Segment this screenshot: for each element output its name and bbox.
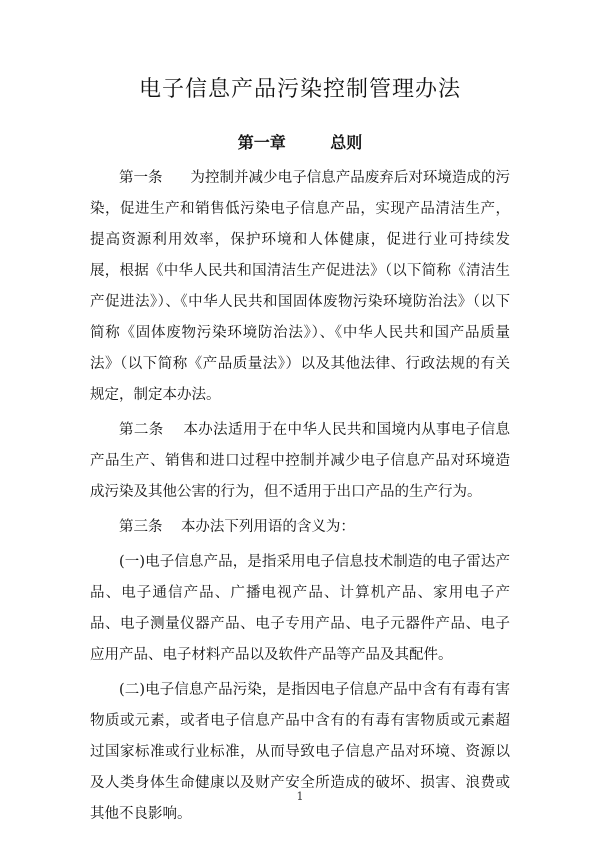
article-3-text: 本办法下列用语的含义为：: [180, 519, 355, 535]
document-title: 电子信息产品污染控制管理办法: [138, 77, 461, 102]
article-3-item-2-text: (二)电子信息产品污染，是指因电子信息产品中含有有毒有害物质或元素，或者电子信息产品中含有的有毒有害物质或元素超过国家标准或行业标准，从而导致电子信息产品对环境、资源以及人类身体生命健康以及财产安全所造成的破坏、损害、浪费或其他不良影响。: [90, 682, 510, 822]
article-2-text: 本办法适用于在中华人民共和国境内从事电子信息产品生产、销售和进口过程中控制并减少电子信息产品对环境造成污染及其他公害的行为，但不适用于出口产品的生产行为。: [90, 422, 510, 500]
article-1-label: 第一条: [119, 170, 191, 186]
article-2-label: 第二条: [119, 422, 184, 438]
article-3-label: 第三条: [119, 519, 181, 535]
document-body: [90, 163, 510, 834]
article-1-text: 为控制并减少电子信息产品废弃后对环境造成的污染，促进生产和销售低污染电子信息产品，实现产品清洁生产，提高资源利用效率，保护环境和人体健康，促进行业可持续发展，根据《中华人民共和国清洁生产促进法》（以下简称《清洁生产促进法》）、《中华人民共和国固体废物污染环境防治法》（以下简称《固体废物污染环境防治法》）、《中华人民共和国产品质量法》（以下简称《产品质量法》）以及其他法律、行政法规的有关规定，制定本办法。: [90, 170, 511, 403]
article-1: [90, 163, 510, 411]
chapter-heading: 第一章 总则: [237, 133, 363, 152]
page-number: 1: [296, 790, 304, 803]
article-3: [90, 512, 510, 543]
article-3-item-1: [90, 547, 510, 671]
article-3-item-2: [90, 675, 510, 830]
article-3-item-1-text: (一)电子信息产品，是指采用电子信息技术制造的电子雷达产品、电子通信产品、广播电视产品、计算机产品、家用电子产品、电子测量仪器产品、电子专用产品、电子元器件产品、电子应用产品、电子材料产品以及软件产品等产品及其配件。: [90, 554, 510, 663]
article-2: [90, 415, 510, 508]
